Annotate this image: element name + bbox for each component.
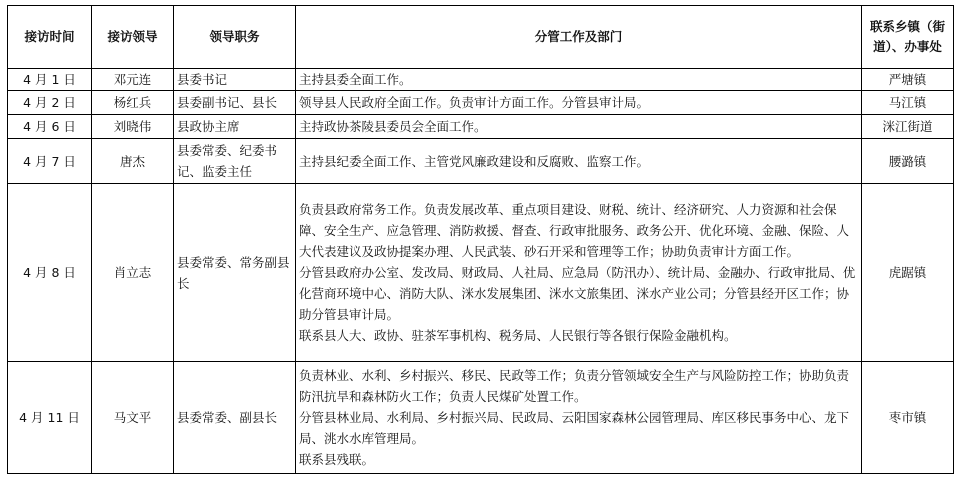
table-row (8, 91, 954, 115)
leader-post: 县委副书记、县长 (174, 91, 296, 115)
leader-name: 唐杰 (92, 139, 174, 184)
visit-date: 4 月 2 日 (8, 91, 92, 115)
leader-name: 刘晓伟 (92, 115, 174, 139)
contact-town: 严塘镇 (862, 69, 954, 91)
duty-paragraph: 主持县委全面工作。 (299, 72, 412, 87)
table-row (8, 184, 954, 362)
duty-paragraph: 联系县残联。 (299, 452, 375, 467)
duty-paragraph: 分管县林业局、水利局、乡村振兴局、民政局、云阳国家森林公园管理局、库区移民事务中心、龙下局、洮水水库管理局。 (299, 410, 850, 446)
duty-paragraph: 联系县人大、政协、驻茶军事机构、税务局、人民银行等各银行保险金融机构。 (299, 328, 737, 343)
table-row (8, 139, 954, 184)
visit-date: 4 月 8 日 (8, 184, 92, 362)
table-row (8, 69, 954, 91)
leader-post: 县委书记 (174, 69, 296, 91)
visit-date: 4 月 11 日 (8, 362, 92, 474)
visit-schedule-table (7, 5, 954, 474)
duty-cell (296, 69, 862, 91)
leader-name: 杨红兵 (92, 91, 174, 115)
header-date: 接访时间 (8, 6, 92, 69)
visit-date: 4 月 7 日 (8, 139, 92, 184)
contact-town: 马江镇 (862, 91, 954, 115)
duty-cell (296, 139, 862, 184)
leader-name: 马文平 (92, 362, 174, 474)
leader-post: 县政协主席 (174, 115, 296, 139)
duty-cell (296, 115, 862, 139)
header-duty: 分管工作及部门 (296, 6, 862, 69)
header-post: 领导职务 (174, 6, 296, 69)
leader-post: 县委常委、常务副县长 (174, 184, 296, 362)
table-row (8, 362, 954, 474)
leader-post: 县委常委、纪委书记、监委主任 (174, 139, 296, 184)
leader-name: 肖立志 (92, 184, 174, 362)
duty-paragraph: 领导县人民政府全面工作。负责审计方面工作。分管县审计局。 (299, 95, 650, 110)
table-row (8, 115, 954, 139)
contact-town: 洣江街道 (862, 115, 954, 139)
visit-date: 4 月 6 日 (8, 115, 92, 139)
contact-town: 虎踞镇 (862, 184, 954, 362)
leader-name: 邓元连 (92, 69, 174, 91)
duty-paragraph: 主持县纪委全面工作、主管党风廉政建设和反腐败、监察工作。 (299, 153, 650, 169)
duty-cell (296, 184, 862, 362)
contact-town: 枣市镇 (862, 362, 954, 474)
leader-post: 县委常委、副县长 (174, 362, 296, 474)
duty-paragraph: 主持政协茶陵县委员会全面工作。 (299, 119, 487, 134)
header-contact: 联系乡镇（街道）、办事处 (862, 6, 954, 69)
visit-date: 4 月 1 日 (8, 69, 92, 91)
duty-cell (296, 362, 862, 474)
duty-paragraph: 分管县政府办公室、发改局、财政局、人社局、应急局（防汛办）、统计局、金融办、行政审批局、优化营商环境中心、消防大队、洣水发展集团、洣水文旅集团、洣水产业公司；分管县经开区工作；协助分管县审计局。 (299, 265, 856, 322)
header-row (8, 6, 954, 69)
contact-town: 腰潞镇 (862, 139, 954, 184)
duty-paragraph: 负责林业、水利、乡村振兴、移民、民政等工作；负责分管领域安全生产与风险防控工作；协助负责防汛抗旱和森林防火工作；负责人民煤矿处置工作。 (299, 368, 850, 404)
header-leader: 接访领导 (92, 6, 174, 69)
duty-paragraph: 负责县政府常务工作。负责发展改革、重点项目建设、财税、统计、经济研究、人力资源和社会保障、安全生产、应急管理、消防救援、督查、行政审批服务、政务公开、优化环境、金融、保险、人大代表建议及政协提案办理、人民武装、砂石开采和管理等工作；协助负责审计方面工作。 (299, 202, 850, 259)
duty-cell (296, 91, 862, 115)
